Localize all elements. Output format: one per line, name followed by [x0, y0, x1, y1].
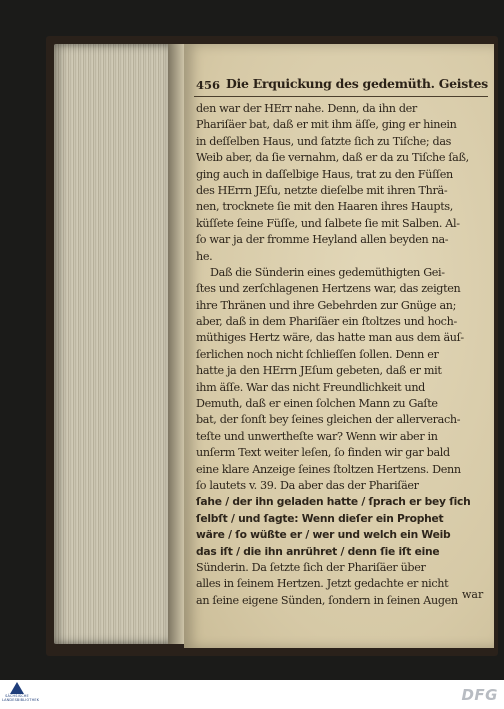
header-rule	[194, 96, 488, 97]
text-line: in deſſelben Haus, und ſatzte ſich zu Tiſche; das	[196, 134, 452, 148]
scripture-quote-line: ſahe / der ihn geladen hatte / ſprach er bey ſich	[196, 495, 471, 509]
text-line: Daß die Sünderin eines gedemüthigten Gei-	[210, 265, 445, 279]
page-number: 456	[196, 78, 221, 92]
text-line: ſerlichen noch nicht ſchlieſſen ſollen. Denn er	[196, 347, 439, 361]
running-header	[186, 76, 496, 94]
scripture-quote-line: ſelbſt / und ſagte: Wenn dieſer ein Prophet	[196, 511, 444, 525]
text-line: alles in ſeinem Hertzen. Jetzt gedachte er nicht	[196, 577, 449, 591]
text-line: Phariſäer bat, daß er mit ihm äſſe, ging er hinein	[196, 118, 457, 132]
text-line: ihre Thränen und ihre Gebehrden zur Gnüge an;	[196, 298, 457, 312]
library-logo[interactable]	[2, 681, 40, 708]
text-line: Demuth, daß er einen ſolchen Mann zu Gaſte	[196, 397, 438, 411]
text-line: nen, trocknete ſie mit den Haaren ihres Haupts,	[196, 200, 453, 214]
text-line: ihm äſſe. War das nicht Freundlichkeit und	[196, 380, 425, 394]
text-line: unſerm Text weiter leſen, ſo finden wir gar bald	[196, 446, 450, 460]
running-title: Die Erquickung des gedemüth. Geistes	[226, 76, 488, 91]
text-line: teſte und unwertheſte war? Wenn wir aber in	[196, 429, 438, 443]
library-logo-text: SÄCHSISCHE LANDESBIBLIOTHEK	[2, 694, 40, 702]
scripture-quote-line: wäre / ſo wüßte er / wer und welch ein Weib	[196, 528, 451, 542]
page-body	[196, 101, 488, 609]
text-line: ſtes und zerſchlagenen Hertzens war, das zeigten	[196, 282, 461, 296]
dfg-logo[interactable]: DFG	[461, 686, 498, 704]
text-line: bat, der ſonſt bey ſeines gleichen der allerverach-	[196, 413, 461, 427]
page-edges	[54, 44, 178, 644]
text-line: ging auch in daſſelbige Haus, trat zu den Füſſen	[196, 167, 453, 181]
text-line: küſſete ſeine Füſſe, und ſalbete ſie mit Salben. Al-	[196, 216, 460, 230]
text-line: den war der HErr nahe. Denn, da ihn der	[196, 102, 417, 115]
text-line: Weib aber, da ſie vernahm, daß er da zu Tiſche ſaß,	[196, 151, 469, 165]
text-line: ſo lautets v. 39. Da aber das der Phariſäer	[196, 478, 419, 492]
text-line: des HErrn JEſu, netzte dieſelbe mit ihren Thrä-	[196, 183, 448, 197]
viewer-footer	[0, 680, 504, 709]
catchword: war	[462, 588, 484, 601]
text-line: eine klare Anzeige ſeines ſtoltzen Hertzens. Denn	[196, 462, 461, 476]
scripture-quote-line: das iſt / die ihn anrühret / denn ſie iſt eine	[196, 544, 440, 558]
text-line: müthiges Hertz wäre, das hatte man aus dem äuſ-	[196, 331, 464, 345]
text-line: hatte ja den HErrn JEſum gebeten, daß er mit	[196, 364, 442, 378]
text-line: an ſeine eigene Sünden, ſondern in ſeinen Augen	[196, 593, 458, 607]
library-logo-icon	[10, 682, 24, 694]
text-line: Sünderin. Da ſetzte ſich der Phariſäer über	[196, 560, 426, 574]
text-line: ſo war ja der fromme Heyland allen beyden na-	[196, 233, 449, 247]
text-line: he.	[196, 249, 213, 263]
text-line: aber, daß in dem Phariſäer ein ſtoltzes und hoch-	[196, 315, 457, 329]
